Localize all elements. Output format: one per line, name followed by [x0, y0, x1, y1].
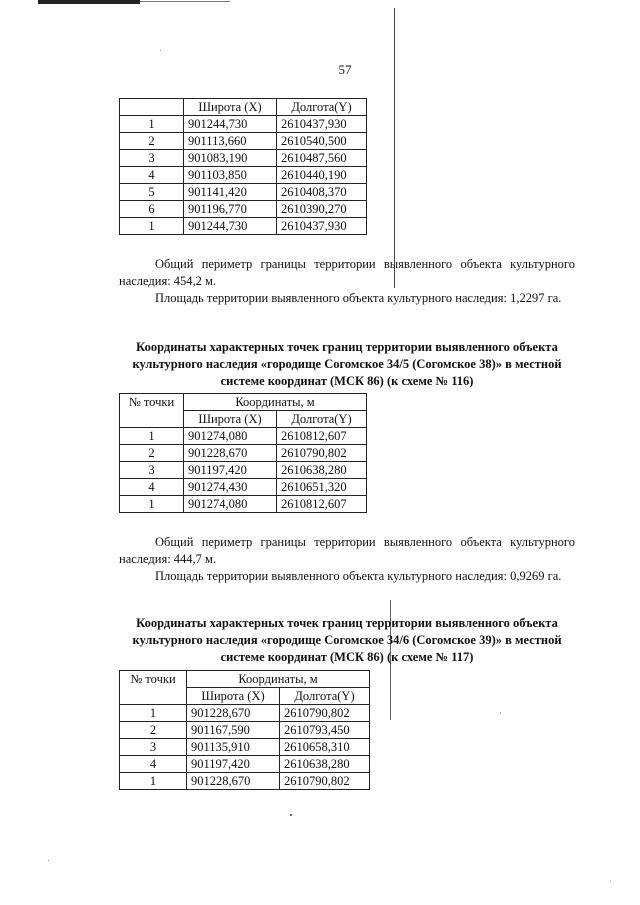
table-header-row: [120, 394, 367, 411]
coordinates-table-2: [119, 393, 367, 513]
longitude-y: 2610437,930: [277, 116, 367, 133]
longitude-y: 2610812,607: [277, 428, 367, 445]
longitude-y: 2610540,500: [277, 133, 367, 150]
longitude-y: 2610638,280: [280, 756, 370, 773]
table-row: [120, 184, 367, 201]
latitude-x: 901083,190: [184, 150, 277, 167]
scan-speck: [610, 880, 611, 881]
fold-line: [394, 8, 395, 288]
perimeter-text-2: Общий периметр границы территории выявленного объекта культурного наследия: 444,7 м.: [119, 535, 575, 566]
table-row: [120, 445, 367, 462]
area-text-1: Площадь территории выявленного объекта культурного наследия: 1,2297 га.: [155, 291, 562, 305]
scan-speck: [160, 50, 161, 51]
table-header-cell: Широта (X): [184, 99, 277, 116]
point-number: 1: [120, 773, 187, 790]
latitude-x: 901228,670: [187, 773, 280, 790]
table-row: [120, 479, 367, 496]
latitude-x: 901197,420: [187, 756, 280, 773]
point-number: 2: [120, 133, 184, 150]
latitude-x: 901196,770: [184, 201, 277, 218]
latitude-x: 901274,080: [184, 496, 277, 513]
latitude-x: 901113,660: [184, 133, 277, 150]
scan-edge-line: [140, 1, 230, 2]
point-number: 5: [120, 184, 184, 201]
longitude-y: 2610812,607: [277, 496, 367, 513]
table-row: [120, 773, 370, 790]
longitude-header: Долгота(Y): [277, 411, 367, 428]
scan-speck: [500, 712, 501, 713]
latitude-x: 901103,850: [184, 167, 277, 184]
point-number: 1: [120, 428, 184, 445]
table-row: [120, 167, 367, 184]
point-number: 3: [120, 150, 184, 167]
latitude-x: 901141,420: [184, 184, 277, 201]
table-header-row: [120, 671, 370, 688]
table-header-cell: [120, 99, 184, 116]
longitude-header: Долгота(Y): [280, 688, 370, 705]
table-header-row: [120, 99, 367, 116]
table-row: [120, 201, 367, 218]
point-number: 2: [120, 722, 187, 739]
longitude-y: 2610658,310: [280, 739, 370, 756]
latitude-x: 901135,910: [187, 739, 280, 756]
table-row: [120, 705, 370, 722]
coordinates-table-3: [119, 670, 370, 790]
point-number-header: № точки: [120, 394, 184, 428]
latitude-x: 901244,730: [184, 116, 277, 133]
latitude-x: 901274,430: [184, 479, 277, 496]
coordinates-table-1: [119, 98, 367, 235]
longitude-y: 2610437,930: [277, 218, 367, 235]
point-number: 4: [120, 756, 187, 773]
table-row: [120, 116, 367, 133]
point-number: 2: [120, 445, 184, 462]
point-number: 1: [120, 496, 184, 513]
point-number: 6: [120, 201, 184, 218]
point-number: 4: [120, 167, 184, 184]
point-number: 1: [120, 705, 187, 722]
scan-speck: [48, 860, 49, 861]
latitude-x: 901197,420: [184, 462, 277, 479]
section-heading-117: Координаты характерных точек границ территории выявленного объекта культурного наследия «городище Согомское 34/6 (Согомское 39)» в местной системе координат (МСК 86) (к схеме № 117): [132, 616, 562, 664]
perimeter-text-1: Общий периметр границы территории выявленного объекта культурного наследия: 454,2 м.: [119, 257, 575, 288]
point-number: 3: [120, 739, 187, 756]
latitude-header: Широта (X): [184, 411, 277, 428]
longitude-y: 2610440,190: [277, 167, 367, 184]
scan-dot: [290, 814, 292, 816]
latitude-x: 901244,730: [184, 218, 277, 235]
point-number: 1: [120, 218, 184, 235]
point-number: 4: [120, 479, 184, 496]
latitude-x: 901167,590: [187, 722, 280, 739]
point-number: 1: [120, 116, 184, 133]
table-header-cell: Долгота(Y): [277, 99, 367, 116]
longitude-y: 2610638,280: [277, 462, 367, 479]
scan-edge-mark: [38, 0, 140, 4]
point-number: 3: [120, 462, 184, 479]
longitude-y: 2610790,802: [280, 705, 370, 722]
latitude-x: 901274,080: [184, 428, 277, 445]
longitude-y: 2610390,270: [277, 201, 367, 218]
table-row: [120, 428, 367, 445]
area-text-2: Площадь территории выявленного объекта культурного наследия: 0,9269 га.: [155, 569, 562, 583]
latitude-header: Широта (X): [187, 688, 280, 705]
point-number-header: № точки: [120, 671, 187, 705]
table-row: [120, 150, 367, 167]
table-row: [120, 218, 367, 235]
longitude-y: 2610487,560: [277, 150, 367, 167]
longitude-y: 2610790,802: [277, 445, 367, 462]
table-row: [120, 462, 367, 479]
table-row: [120, 722, 370, 739]
latitude-x: 901228,670: [184, 445, 277, 462]
coordinates-header: Координаты, м: [187, 671, 370, 688]
longitude-y: 2610790,802: [280, 773, 370, 790]
section-heading-116: Координаты характерных точек границ территории выявленного объекта культурного наследия «городище Согомское 34/5 (Согомское 38)» в местной системе координат (МСК 86) (к схеме № 116): [132, 340, 562, 388]
table-row: [120, 756, 370, 773]
latitude-x: 901228,670: [187, 705, 280, 722]
table-row: [120, 133, 367, 150]
page-number: 57: [338, 62, 352, 77]
coordinates-header: Координаты, м: [184, 394, 367, 411]
longitude-y: 2610793,450: [280, 722, 370, 739]
table-row: [120, 496, 367, 513]
table-row: [120, 739, 370, 756]
longitude-y: 2610408,370: [277, 184, 367, 201]
longitude-y: 2610651,320: [277, 479, 367, 496]
